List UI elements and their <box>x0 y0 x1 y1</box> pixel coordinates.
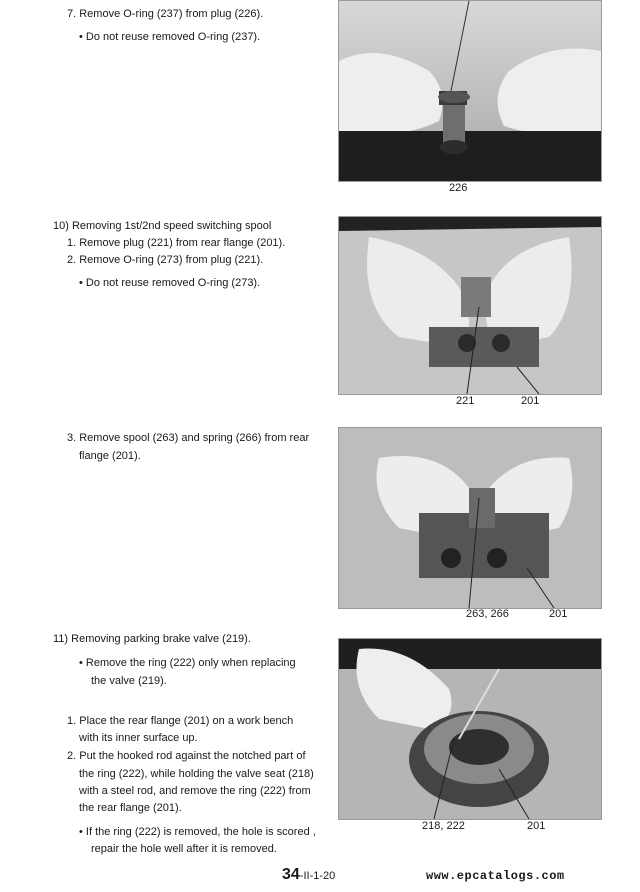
photo-spool-spring <box>338 427 602 609</box>
note-text: • Do not reuse removed O-ring (237). <box>79 31 261 43</box>
step-3-text-line1: 3. Remove spool (263) and spring (266) from rear <box>67 432 310 444</box>
step-7-text: 7. Remove O-ring (237) from plug (226). <box>67 8 264 20</box>
step-1-text: 1. Remove plug (221) from rear flange (201). <box>67 237 286 249</box>
photo-label-263-266: 263, 266 <box>466 608 509 620</box>
photo-plug-oring <box>338 0 602 182</box>
step-2-line3: with a steel rod, and remove the ring (222) from <box>79 785 311 797</box>
photo-label-218-222: 218, 222 <box>422 820 465 832</box>
photo-rear-flange-plug <box>338 216 602 395</box>
note-1-line2: the valve (219). <box>91 675 167 687</box>
note-1-line1: • Remove the ring (222) only when replacing <box>79 657 296 669</box>
photo-label-221: 221 <box>456 395 475 407</box>
step-3-text-line2: flange (201). <box>79 450 141 462</box>
step-2-line1: 2. Put the hooked rod against the notched part of <box>67 750 306 762</box>
page-number-sub: -II-1-20 <box>299 870 336 882</box>
step-2-line4: the rear flange (201). <box>79 802 182 814</box>
photo-label-201: 201 <box>527 820 546 832</box>
photo-label-201: 201 <box>521 395 540 407</box>
footer-url: www.epcatalogs.com <box>426 869 565 883</box>
photo-label-201: 201 <box>549 608 568 620</box>
step-1-line2: with its inner surface up. <box>79 732 198 744</box>
note-2-line2: repair the hole well after it is removed. <box>91 843 277 855</box>
section-10-heading: 10) Removing 1st/2nd speed switching spool <box>53 220 272 232</box>
photo-label-226: 226 <box>449 182 468 194</box>
section-11-heading: 11) Removing parking brake valve (219). <box>53 633 251 645</box>
note-2-line1: • If the ring (222) is removed, the hole is scored , <box>79 826 316 838</box>
step-2-text: 2. Remove O-ring (273) from plug (221). <box>67 254 264 266</box>
note-text: • Do not reuse removed O-ring (273). <box>79 277 261 289</box>
step-1-line1: 1. Place the rear flange (201) on a work bench <box>67 715 294 727</box>
step-2-line2: the ring (222), while holding the valve seat (218) <box>79 768 314 780</box>
page-number-main: 34 <box>282 866 300 883</box>
page-number <box>282 866 335 884</box>
photo-parking-brake-ring <box>338 638 602 820</box>
